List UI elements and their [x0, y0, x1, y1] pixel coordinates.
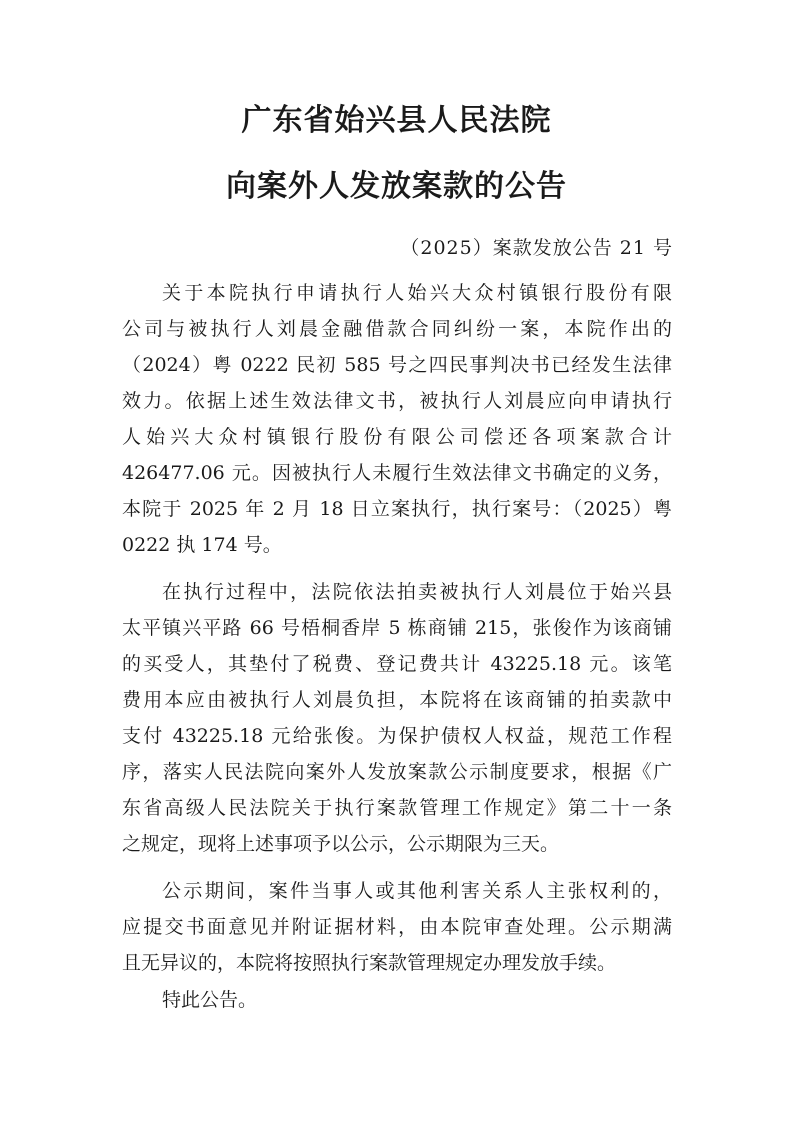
body-line: 支付 43225.18 元给张俊。为保护债权人权益，规范工作程	[122, 725, 672, 747]
body-line: （2024）粤 0222 民初 585 号之四民事判决书已经发生法律	[122, 354, 672, 376]
closing-line: 特此公告。	[162, 989, 258, 1011]
document-number: （2025）案款发放公告 21 号	[400, 237, 673, 259]
body-line: 且无异议的，本院将按照执行案款管理规定办理发放手续。	[122, 952, 617, 974]
body-line: 本院于 2025 年 2 月 18 日立案执行，执行案号：（2025）粤	[122, 498, 672, 520]
body-line: 人始兴大众村镇银行股份有限公司偿还各项案款合计	[122, 426, 672, 448]
body-line: 之规定，现将上述事项予以公示，公示期限为三天。	[122, 833, 560, 855]
body-line: 的买受人，其垫付了税费、登记费共计 43225.18 元。该笔	[122, 653, 672, 675]
announcement-title: 向案外人发放案款的公告	[226, 169, 567, 204]
body-line: 关于本院执行申请执行人始兴大众村镇银行股份有限	[162, 282, 672, 304]
body-line: 公示期间，案件当事人或其他利害关系人主张权利的，	[162, 880, 672, 902]
body-line: 东省高级人民法院关于执行案款管理工作规定》第二十一条	[122, 797, 672, 819]
body-line: 应提交书面意见并附证据材料，由本院审查处理。公示期满	[122, 916, 672, 938]
court-name-title: 广东省始兴县人民法院	[241, 103, 552, 138]
body-line: 序，落实人民法院向案外人发放案款公示制度要求，根据《广	[122, 761, 672, 783]
body-line: 太平镇兴平路 66 号梧桐香岸 5 栋商铺 215，张俊作为该商铺	[122, 617, 672, 639]
body-line: 在执行过程中，法院依法拍卖被执行人刘晨位于始兴县	[162, 581, 672, 603]
body-line: 公司与被执行人刘晨金融借款合同纠纷一案，本院作出的	[122, 318, 672, 340]
body-line: 426477.06 元。因被执行人未履行生效法律文书确定的义务，	[122, 462, 672, 484]
body-line: 效力。依据上述生效法律文书，被执行人刘晨应向申请执行	[122, 390, 672, 412]
body-line: 0222 执 174 号。	[122, 534, 282, 556]
body-line: 费用本应由被执行人刘晨负担，本院将在该商铺的拍卖款中	[122, 689, 672, 711]
